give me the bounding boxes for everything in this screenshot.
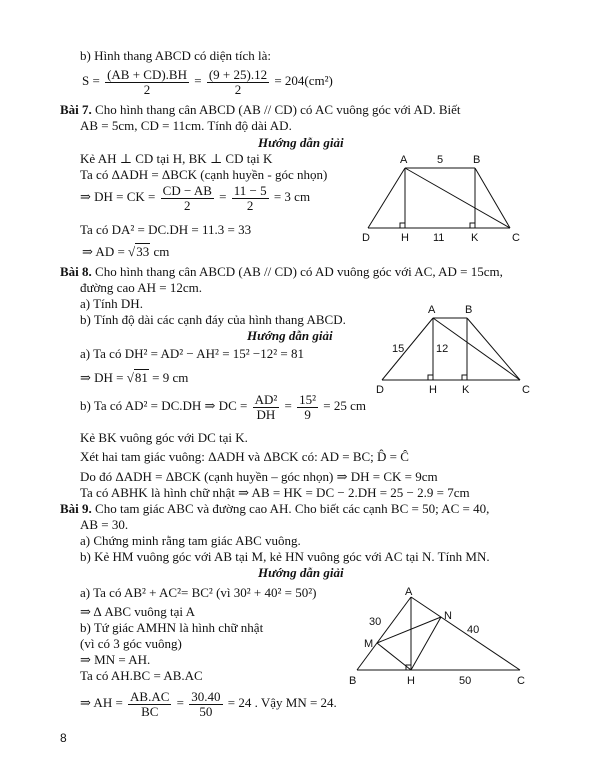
s-label: S = [82,73,100,88]
fig8-H: H [429,384,437,396]
fig8-D: D [376,384,384,396]
bai8-l7: Ta có ABHK là hình chữ nhật ⇒ AB = HK = DC − 2.DH = 25 − 2.9 = 7cm [80,485,470,500]
bai8-b: b) Tính độ dài các cạnh đáy của hình thang ABCD. [80,312,346,327]
fig9-H: H [407,675,415,687]
fig9-bc: 50 [459,675,472,687]
bai9-l6: Ta có AH.BC = AB.AC [80,668,203,683]
bai8-l4: Kẻ BK vuông góc với DC tại K. [80,430,248,445]
fig7-C: C [512,232,520,244]
fig9-N: N [444,610,452,622]
fig7-A: A [400,154,408,166]
fig7-D: D [362,232,370,244]
fig9-C: C [517,675,525,687]
fig8-A: A [428,304,436,316]
bai7-l2: Ta có ΔADH = ΔBCK (cạnh huyền - góc nhọn) [80,167,328,182]
fig8-C: C [522,384,530,396]
bai8-a: a) Tính DH. [80,296,143,311]
fig8-B: B [465,304,473,316]
bai7-l1: Kẻ AH ⊥ CD tại H, BK ⊥ CD tại K [80,151,273,166]
bai8-l3: b) Ta có AD² = DC.DH ⇒ DC = $\frac{\text{AD²}}{DH}$ = $\frac{\text{15²}}{9}$ = 25 cm [80,391,366,422]
bai9-l5: ⇒ MN = AH. [80,652,151,667]
bai9-b: b) Kẻ HM vuông góc với AB tại M, kẻ HN vuông góc với AC tại N. Tính MN. [80,549,490,564]
fig8-ah: 12 [436,343,449,355]
bai9-a: a) Chứng minh rằng tam giác ABC vuông. [80,533,301,548]
frac-area-1: $\frac{(AB + CD).BH}{2}$ [107,66,187,97]
fig7-ab: 5 [437,154,444,166]
area-result: = 204(cm²) [274,73,333,88]
fig9-M: M [364,638,374,650]
fig9-ac: 40 [467,624,480,636]
fig7-B: B [473,154,481,166]
fig8-K: K [462,384,470,396]
bai8-l6: Do đó ΔADH = ΔBCK (cạnh huyền – góc nhọn) ⇒ DH = CK = 9cm [80,469,438,484]
bai7-statement: Bài 7. Cho hình thang cân ABCD (AB // CD) có AC vuông góc với AD. Biết [60,102,461,117]
fig9-B: B [349,675,357,687]
bai9-statement: Bài 9. Cho tam giác ABC và đường cao AH. Cho biết các cạnh BC = 50; AC = 40, [60,501,490,516]
fig7-hk: 11 [433,232,445,244]
bai7-l3: ⇒ DH = CK = $\frac{CD - AB}{2}$ = $\frac{11 - 5}{2}$ = 3 cm [80,182,311,213]
bai8-figure [370,300,540,400]
frac-area-2: $\frac{(9 + 25).12}{2}$ [208,66,268,97]
bai9-statement-2: AB = 30. [80,517,129,532]
bai8-l1: a) Ta có DH² = AD² − AH² = 15² −12² = 81 [80,346,304,361]
fig9-ab: 30 [369,616,382,628]
area-formula: S = $\frac{(AB + CD).BH}{2}$ = $\frac{(9 + 25).12}{2}$ = 204(cm²) [82,66,333,97]
bai9-l1: a) Ta có AB² + AC²= BC² (vì 30² + 40² = 50²) [80,585,317,600]
bai7-statement-2: AB = 5cm, CD = 11cm. Tính độ dài AD. [80,118,292,133]
page-number: 8 [60,731,67,745]
bai9-l7: ⇒ AH = $\frac{AB.AC}{BC}$ = $\frac{30.40}{50}$ = 24 . Vậy MN = 24. [80,688,337,719]
fig7-H: H [401,232,409,244]
bai7-l4: Ta có DA² = DC.DH = 11.3 = 33 [80,222,252,237]
bai9-figure [345,585,535,690]
area-intro: b) Hình thang ABCD có diện tích là: [80,48,272,63]
bai9-l4: (vì có 3 góc vuông) [80,636,182,651]
bai8-statement: Bài 8. Cho hình thang cân ABCD (AB // CD) có AD vuông góc với AC, AD = 15cm, [60,264,503,279]
bai8-statement-2: đường cao AH = 12cm. [80,280,202,295]
fig7-K: K [471,232,479,244]
bai9-l2: ⇒ Δ ABC vuông tại A [80,604,195,619]
bai8-heading: Hướng dẫn giải [247,328,333,343]
fig8-ad: 15 [392,343,405,355]
bai9-l3: b) Tứ giác AMHN là hình chữ nhật [80,620,264,635]
bai7-figure [360,150,530,245]
bai7-heading: Hướng dẫn giải [258,135,344,150]
fig9-A: A [405,586,413,598]
bai8-l2: ⇒ DH = √81 = 9 cm [80,370,189,385]
bai9-heading: Hướng dẫn giải [258,565,344,580]
bai7-l5: ⇒ AD = √33 cm [82,244,170,259]
bai8-l5: Xét hai tam giác vuông: ΔADH và ΔBCK có: AD = BC; D̂ = Ĉ [80,449,409,464]
